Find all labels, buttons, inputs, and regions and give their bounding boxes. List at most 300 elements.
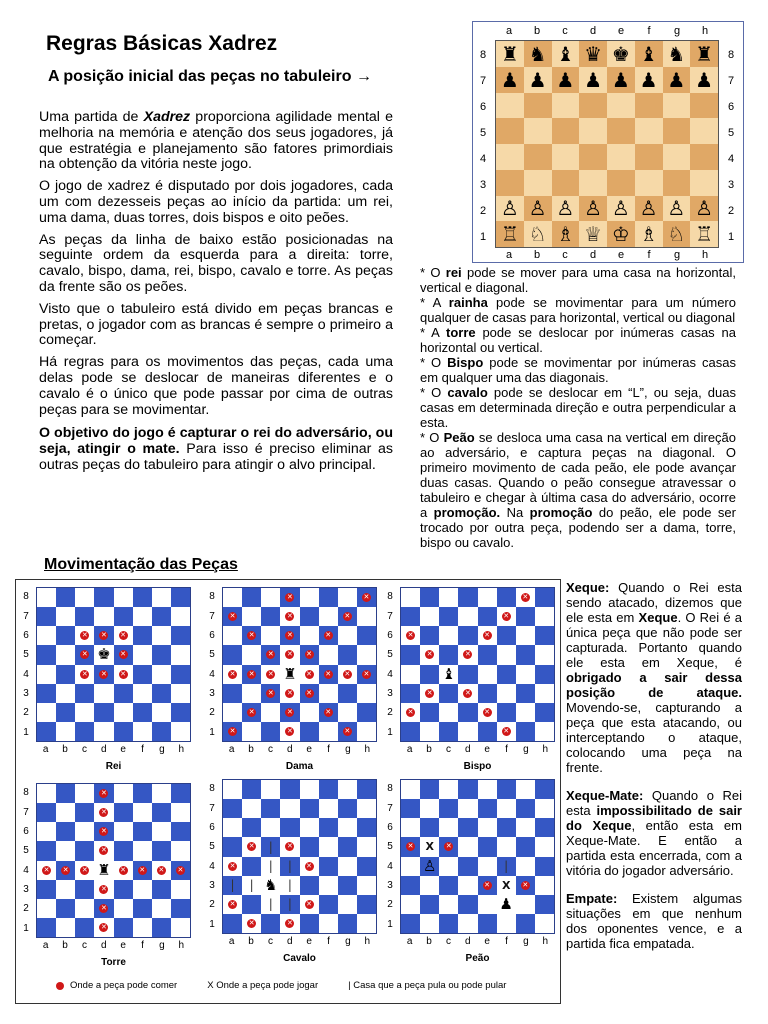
capture-dot-icon: ✕ <box>426 688 433 697</box>
file-label: d <box>101 744 107 755</box>
diagram-square <box>401 684 420 703</box>
capture-dot-icon: ✕ <box>503 612 510 621</box>
diagram-square <box>338 895 357 914</box>
diagram-square <box>280 876 299 895</box>
diagram-square <box>152 722 171 741</box>
board-square <box>524 67 552 93</box>
file-label: c <box>562 25 568 37</box>
board-square <box>607 41 635 67</box>
board-square <box>496 221 524 247</box>
movement-diagrams-panel <box>15 579 561 1004</box>
chess-piece-icon: ♝ <box>442 664 456 683</box>
diagram-square <box>478 645 497 664</box>
diagram-square <box>357 684 376 703</box>
diagram-square <box>56 722 75 741</box>
diagram-square <box>114 822 133 841</box>
diagram-square <box>171 665 190 684</box>
file-label: g <box>673 25 681 37</box>
diagram-square <box>56 803 75 822</box>
diagram-square <box>56 822 75 841</box>
diagram-square <box>478 857 497 876</box>
chess-piece-icon: ♘ <box>528 222 547 247</box>
rank-label: 1 <box>387 726 393 738</box>
diagram-square <box>338 626 357 645</box>
diagram-square <box>75 588 94 607</box>
capture-dot-icon: ✕ <box>306 688 312 697</box>
diagram-square <box>497 837 516 856</box>
diagram-square <box>261 703 280 722</box>
chess-piece-icon: ♟ <box>695 67 714 92</box>
diagram-files <box>36 940 191 951</box>
rank-label: 3 <box>209 880 215 892</box>
diagram-square <box>223 857 242 876</box>
diagram-square <box>497 857 516 876</box>
board-square <box>524 41 552 67</box>
diagram-square <box>152 899 171 918</box>
diagram-caption: Rei <box>105 761 122 772</box>
diagram-square <box>497 665 516 684</box>
legend <box>56 980 566 991</box>
capture-dot-icon: ✕ <box>363 669 370 678</box>
diagram-square <box>242 799 261 818</box>
file-label: g <box>345 744 351 755</box>
diagram-square <box>439 684 458 703</box>
diagram-square <box>242 780 261 799</box>
diagram-square <box>535 703 554 722</box>
diagram-square <box>171 722 190 741</box>
diagram-square <box>242 818 261 837</box>
diagram-square <box>401 665 420 684</box>
diagram-square <box>261 722 280 741</box>
diagram-square <box>280 914 299 933</box>
file-label: h <box>701 249 709 261</box>
chess-piece-icon: ♙ <box>639 196 658 221</box>
diagram-square <box>223 780 242 799</box>
diagram-square <box>420 818 439 837</box>
diagram-square <box>114 665 133 684</box>
diagram-bispo <box>380 584 555 772</box>
capture-dot-icon: ✕ <box>101 903 107 912</box>
chess-piece-icon: ♙ <box>528 196 547 221</box>
rank-label: 6 <box>728 101 735 113</box>
diagram-square <box>171 861 190 880</box>
jump-mark-icon: | <box>268 897 273 912</box>
diagram-caption: Cavalo <box>283 953 316 964</box>
capture-dot-icon: ✕ <box>325 707 332 716</box>
diagram-square <box>94 803 113 822</box>
diagram-square <box>261 588 280 607</box>
diagram-square <box>75 645 94 664</box>
rank-label: 3 <box>480 179 487 191</box>
diagram-square <box>56 665 75 684</box>
diagram-square <box>37 703 56 722</box>
diagram-square <box>516 895 535 914</box>
capture-dot-icon: ✕ <box>344 669 351 678</box>
diagram-square <box>478 722 497 741</box>
diagram-square <box>152 607 171 626</box>
diagram-square <box>338 665 357 684</box>
capture-dot-icon: ✕ <box>101 827 107 836</box>
diagram-square <box>152 841 171 860</box>
file-label: a <box>228 744 235 755</box>
diagram-square <box>458 818 477 837</box>
diagram-square <box>300 588 319 607</box>
jump-mark-icon: | <box>249 878 254 893</box>
chess-piece-icon: ♞ <box>528 41 547 66</box>
diagram-square <box>535 895 554 914</box>
diagram-square <box>338 818 357 837</box>
diagram-square <box>497 818 516 837</box>
diagram-square <box>242 722 261 741</box>
diagram-square <box>319 857 338 876</box>
diagram-square <box>420 857 439 876</box>
diagram-square <box>300 914 319 933</box>
diagram-square <box>420 722 439 741</box>
diagram-square <box>133 645 152 664</box>
diagram-square <box>439 914 458 933</box>
diagram-square <box>37 841 56 860</box>
diagram-caption: Bispo <box>463 761 492 772</box>
diagram-square <box>420 895 439 914</box>
move-mark-icon: X <box>425 840 434 854</box>
diagram-square <box>401 857 420 876</box>
diagram-square <box>439 626 458 645</box>
capture-dot-icon: ✕ <box>445 842 452 851</box>
diagram-square <box>152 822 171 841</box>
diagram-square <box>401 645 420 664</box>
diagram-square <box>242 703 261 722</box>
diagram-square <box>516 703 535 722</box>
file-label: h <box>701 25 709 37</box>
rank-label: 4 <box>728 153 735 165</box>
rank-label: 7 <box>23 610 29 622</box>
board-square <box>496 67 524 93</box>
diagram-square <box>280 837 299 856</box>
diagram-square <box>497 703 516 722</box>
diagram-square <box>280 665 299 684</box>
diagram-square <box>357 588 376 607</box>
diagram-square <box>319 780 338 799</box>
capture-dot-icon: ✕ <box>248 918 255 927</box>
diagram-square <box>458 876 477 895</box>
diagram-square <box>152 684 171 703</box>
diagram-square <box>478 703 497 722</box>
diagram-square <box>516 876 535 895</box>
diagram-square <box>171 626 190 645</box>
board-square <box>579 67 607 93</box>
capture-dot-icon: ✕ <box>81 650 88 659</box>
diagram-square <box>152 880 171 899</box>
diagram-square <box>261 684 280 703</box>
diagram-square <box>242 876 261 895</box>
diagram-square <box>357 895 376 914</box>
diagram-square <box>133 803 152 822</box>
rank-label: 1 <box>23 922 29 934</box>
diagram-square <box>497 799 516 818</box>
file-label: f <box>141 744 144 755</box>
chess-piece-icon: ♛ <box>584 41 603 66</box>
diagram-files <box>400 936 555 947</box>
diagram-square <box>114 626 133 645</box>
diagram-square <box>114 861 133 880</box>
diagram-square <box>338 780 357 799</box>
capture-dot-icon: ✕ <box>120 631 126 640</box>
file-label: a <box>42 940 49 951</box>
file-label: g <box>523 936 529 947</box>
diagram-square <box>280 684 299 703</box>
board-square <box>663 118 691 144</box>
diagram-square <box>338 588 357 607</box>
diagram-square <box>516 818 535 837</box>
diagram-square <box>280 799 299 818</box>
diagram-ranks <box>16 587 36 742</box>
rank-label: 1 <box>728 231 735 243</box>
board-square <box>552 170 580 196</box>
diagram-square <box>535 645 554 664</box>
diagram-square <box>535 876 554 895</box>
diagram-square <box>319 607 338 626</box>
diagram-square <box>319 588 338 607</box>
diagram-square <box>223 895 242 914</box>
diagram-square <box>56 684 75 703</box>
capture-dot-icon: ✕ <box>139 865 146 874</box>
capture-dot-icon: ✕ <box>522 880 529 889</box>
file-label: g <box>345 936 351 947</box>
jump-mark-icon: | <box>287 878 292 893</box>
diagram-square <box>458 645 477 664</box>
diagram-square <box>516 722 535 741</box>
diagram-square <box>171 899 190 918</box>
diagram-square <box>338 914 357 933</box>
diagram-square <box>516 914 535 933</box>
move-mark-icon: X <box>501 878 511 892</box>
board-square <box>524 170 552 196</box>
diagram-square <box>133 684 152 703</box>
diagram-square <box>114 880 133 899</box>
rank-label: 7 <box>387 610 393 622</box>
capture-dot-icon: ✕ <box>465 688 471 697</box>
file-label: e <box>617 25 625 37</box>
diagram-square <box>75 880 94 899</box>
diagram-square <box>439 645 458 664</box>
board-square <box>579 170 607 196</box>
diagram-square <box>458 914 477 933</box>
capture-dot-icon: ✕ <box>503 726 510 735</box>
xeque-mate-paragraph: Xeque-Mate: Quando o Rei esta impossibilitado de sair do Xeque, então esta em Xeque-Mate. E então a partida esta encerrada, com a vitória do jogador adversário. <box>566 788 742 878</box>
rule-peao: * O Peão se desloca uma casa na vertical em direção ao adversário, e captura peças na diagonal. O primeiro movimento de cada peão, ele pode avançar duas casas. Quando o peão consegue atravessar o tabuleiro e chegar à última casa do adversário, ocorre a promoção. Na promoção do peão, ele pode ser trocado por outra peça, podendo ser a dama, torre, bispo ou cavalo. <box>420 430 737 550</box>
diagram-square <box>319 684 338 703</box>
diagram-square <box>223 799 242 818</box>
rank-label: 6 <box>209 821 215 833</box>
diagram-square <box>56 861 75 880</box>
board-square <box>552 144 580 170</box>
jump-mark-icon: | <box>268 839 273 854</box>
diagram-square <box>133 588 152 607</box>
diagram-square <box>478 588 497 607</box>
capture-dot-icon: ✕ <box>248 631 255 640</box>
board-square <box>690 41 718 67</box>
capture-dot-icon: ✕ <box>522 593 529 602</box>
diagram-square <box>478 895 497 914</box>
board-square <box>552 118 580 144</box>
diagram-square <box>94 588 113 607</box>
file-label: b <box>248 744 254 755</box>
diagram-square <box>171 684 190 703</box>
file-label: d <box>589 249 597 261</box>
diagram-square <box>261 895 280 914</box>
diagram-square <box>439 818 458 837</box>
capture-dot-icon: ✕ <box>287 650 293 659</box>
file-label: d <box>101 940 107 951</box>
rank-label: 1 <box>23 726 29 738</box>
diagram-square <box>56 703 75 722</box>
diagram-square <box>516 665 535 684</box>
diagram-square <box>300 703 319 722</box>
diagram-square <box>458 780 477 799</box>
capture-dot-icon: ✕ <box>484 631 490 640</box>
chess-piece-icon: ♝ <box>556 41 575 66</box>
rank-label: 8 <box>387 783 393 795</box>
chess-piece-icon: ♙ <box>695 196 714 221</box>
file-label: d <box>465 744 471 755</box>
rank-label: 5 <box>387 841 393 853</box>
diagram-square <box>152 784 171 803</box>
board-grid <box>495 40 719 248</box>
jump-mark-icon: | <box>230 878 235 893</box>
diagram-square <box>300 837 319 856</box>
diagram-square <box>94 626 113 645</box>
diagram-square <box>261 607 280 626</box>
diagram-square <box>152 803 171 822</box>
diagram-square <box>242 645 261 664</box>
diagram-square <box>280 588 299 607</box>
capture-dot-icon: ✕ <box>344 726 351 735</box>
board-square <box>635 118 663 144</box>
diagram-square <box>401 588 420 607</box>
diagram-square <box>94 899 113 918</box>
rule-cavalo: * O cavalo pode se deslocar em “L”, ou seja, duas casas em determinada direção e outra perpendicular a esta. <box>420 385 736 430</box>
diagram-torre <box>16 780 191 968</box>
file-label: b <box>426 936 432 947</box>
capture-dot-icon: ✕ <box>407 707 414 716</box>
board-files-top <box>495 25 719 37</box>
diagram-square <box>94 784 113 803</box>
capture-dot-icon: ✕ <box>229 899 236 908</box>
diagram-square <box>458 607 477 626</box>
diagram-square <box>223 665 242 684</box>
diagram-square <box>357 703 376 722</box>
diagram-square <box>338 607 357 626</box>
diagram-square <box>94 645 113 664</box>
diagram-square <box>75 861 94 880</box>
diagram-square <box>133 918 152 937</box>
rank-label: 4 <box>23 668 29 680</box>
diagram-square <box>56 645 75 664</box>
diagram-square <box>478 799 497 818</box>
diagram-square <box>280 780 299 799</box>
rank-label: 8 <box>387 591 393 603</box>
diagram-square <box>420 703 439 722</box>
file-label: g <box>159 940 165 951</box>
intro-text <box>39 110 393 480</box>
capture-dot-icon: ✕ <box>287 842 293 851</box>
diagram-grid <box>36 783 191 938</box>
diagram-square <box>223 837 242 856</box>
capture-dot-icon: ✕ <box>306 669 312 678</box>
diagram-square <box>261 665 280 684</box>
diagram-square <box>37 784 56 803</box>
file-label: c <box>445 936 451 947</box>
diagram-square <box>497 876 516 895</box>
capture-dot-icon: ✕ <box>120 865 126 874</box>
diagram-square <box>75 841 94 860</box>
diagram-square <box>535 837 554 856</box>
diagram-square <box>458 799 477 818</box>
file-label: e <box>120 744 126 755</box>
board-square <box>635 196 663 222</box>
rank-label: 5 <box>23 649 29 661</box>
diagram-square <box>401 799 420 818</box>
chess-piece-icon: ♞ <box>667 41 686 66</box>
diagram-square <box>171 607 190 626</box>
rank-label: 7 <box>209 802 215 814</box>
diagram-square <box>338 876 357 895</box>
diagram-square <box>338 799 357 818</box>
rank-label: 2 <box>23 707 29 719</box>
chess-piece-icon: ♗ <box>556 222 575 247</box>
diagram-square <box>114 703 133 722</box>
board-square <box>524 118 552 144</box>
diagram-square <box>242 857 261 876</box>
diagram-square <box>94 861 113 880</box>
rank-label: 2 <box>209 899 215 911</box>
capture-dot-icon: ✕ <box>287 707 293 716</box>
file-label: a <box>505 25 513 37</box>
diagram-square <box>280 703 299 722</box>
board-square <box>635 41 663 67</box>
board-square <box>690 170 718 196</box>
chess-piece-icon: ♟ <box>611 67 630 92</box>
board-square <box>635 144 663 170</box>
diagram-square <box>319 722 338 741</box>
diagram-square <box>300 626 319 645</box>
intro-paragraph: Há regras para os movimentos das peças, cada uma delas pode se deslocar de maneiras diferentes e o cavalo é o único que pode passar por cima de outras peças para se movimentar. <box>39 354 393 418</box>
diagram-square <box>300 722 319 741</box>
diagram-square <box>535 588 554 607</box>
diagram-square <box>516 780 535 799</box>
diagram-square <box>401 722 420 741</box>
diagram-square <box>401 876 420 895</box>
diagram-ranks <box>16 783 36 938</box>
diagram-square <box>261 818 280 837</box>
diagram-square <box>223 722 242 741</box>
board-square <box>635 93 663 119</box>
diagram-square <box>357 837 376 856</box>
chess-piece-icon: ♞ <box>264 875 278 894</box>
diagram-square <box>75 899 94 918</box>
diagram-square <box>458 684 477 703</box>
diagram-dama <box>202 584 377 772</box>
diagram-square <box>37 684 56 703</box>
capture-dot-icon: ✕ <box>101 884 107 893</box>
diagram-square <box>37 607 56 626</box>
board-square <box>552 41 580 67</box>
board-square <box>690 118 718 144</box>
diagram-square <box>300 857 319 876</box>
diagram-square <box>152 918 171 937</box>
diagram-square <box>300 645 319 664</box>
rank-label: 6 <box>209 629 215 641</box>
